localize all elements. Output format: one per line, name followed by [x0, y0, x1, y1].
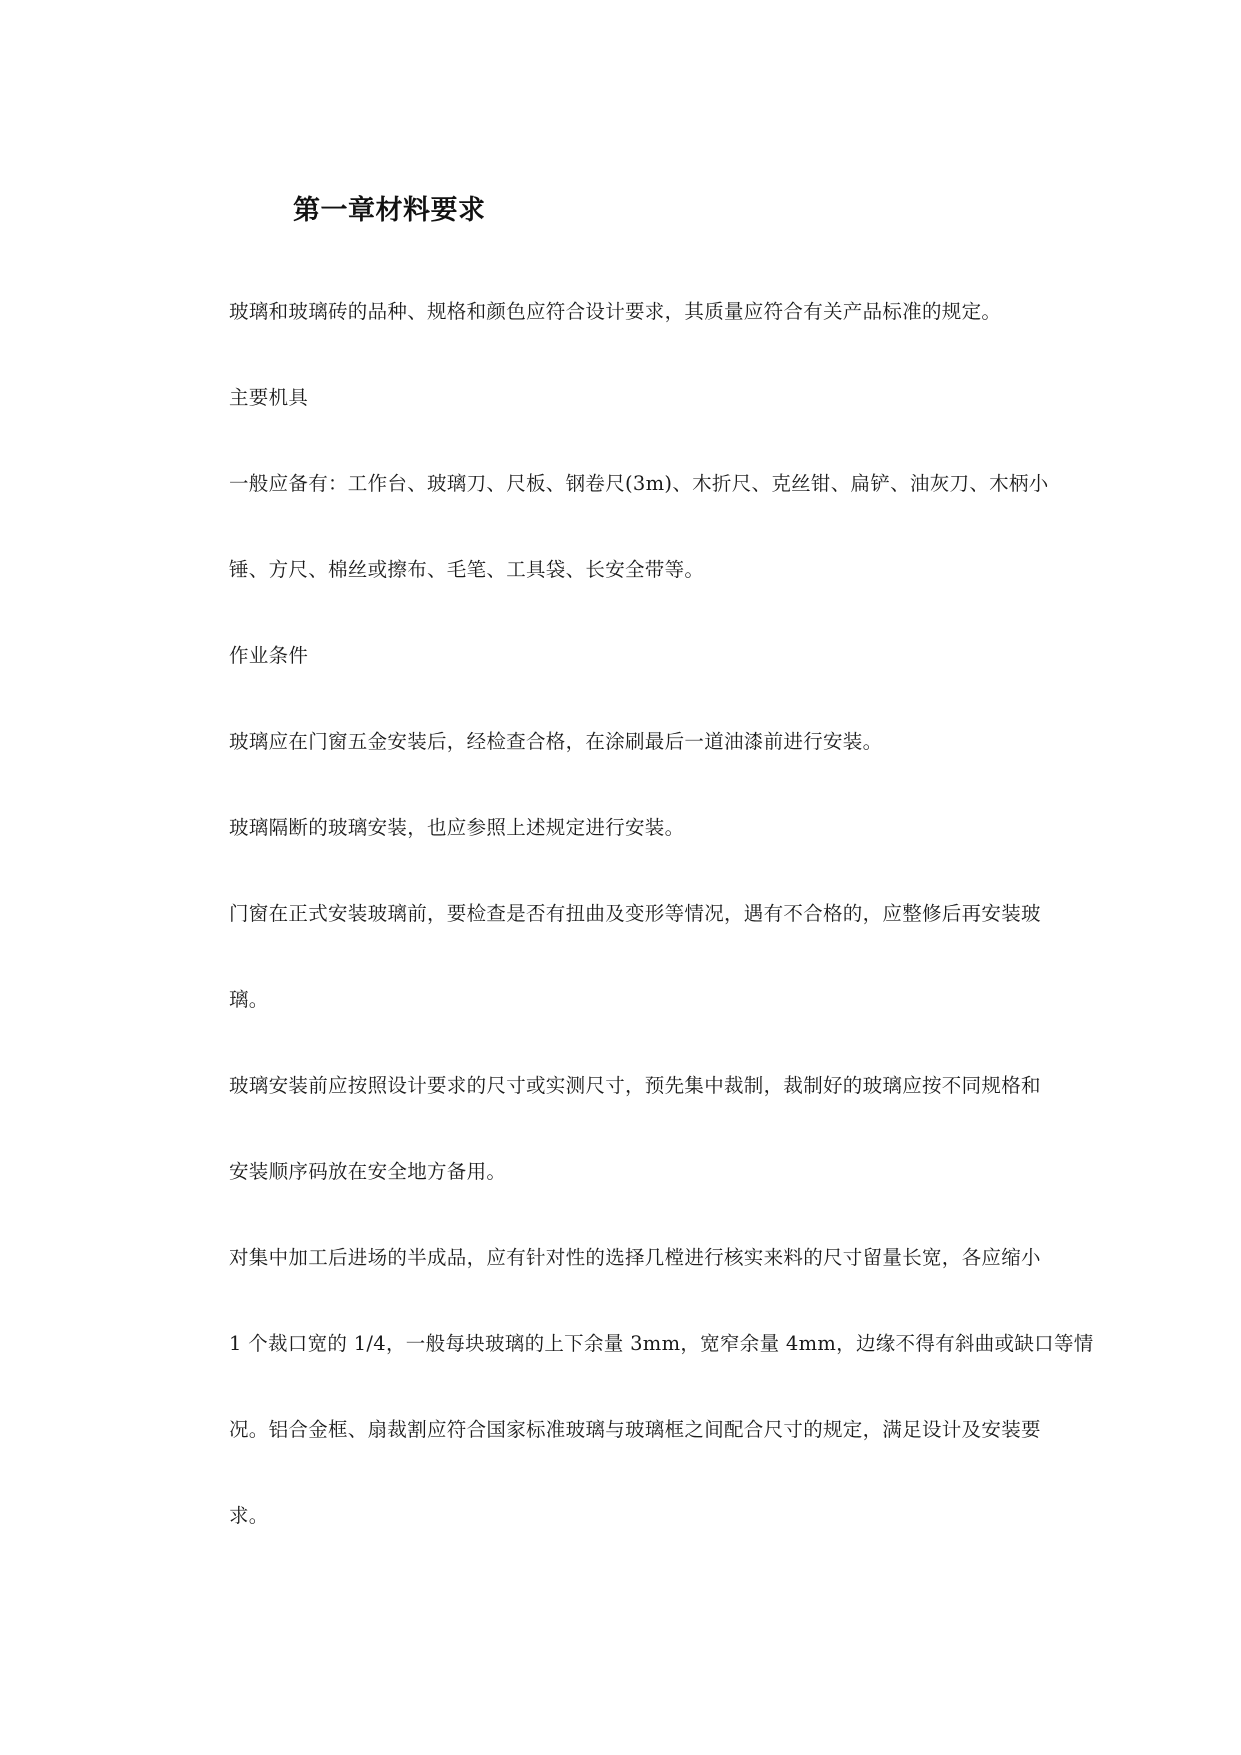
paragraph-line: 玻璃隔断的玻璃安装，也应参照上述规定进行安装。	[229, 816, 685, 839]
paragraph-line: 对集中加工后进场的半成品，应有针对性的选择几樘进行核实来料的尺寸留量长宽，各应缩小	[229, 1246, 1041, 1269]
paragraph-line: 玻璃安装前应按照设计要求的尺寸或实测尺寸，预先集中裁制，裁制好的玻璃应按不同规格和	[229, 1074, 1041, 1097]
paragraph-line: 1 个裁口宽的 1/4，一般每块玻璃的上下余量 3mm，宽窄余量 4mm，边缘不得有斜曲或缺口等情	[229, 1332, 1094, 1355]
paragraph-line: 门窗在正式安装玻璃前，要检查是否有扭曲及变形等情况，遇有不合格的，应整修后再安装玻	[229, 902, 1041, 925]
paragraph-line: 璃。	[229, 988, 269, 1011]
chapter-heading: 第一章材料要求	[293, 195, 486, 226]
paragraph-line: 玻璃应在门窗五金安装后，经检查合格，在涂刷最后一道油漆前进行安装。	[229, 730, 883, 753]
paragraph-line: 况。铝合金框、扇裁割应符合国家标准玻璃与玻璃框之间配合尺寸的规定，满足设计及安装要	[229, 1418, 1041, 1441]
paragraph-line: 安装顺序码放在安全地方备用。	[229, 1160, 507, 1183]
paragraph-line: 求。	[229, 1504, 269, 1527]
paragraph-line: 玻璃和玻璃砖的品种、规格和颜色应符合设计要求，其质量应符合有关产品标准的规定。	[229, 300, 1002, 323]
paragraph-line: 锤、方尺、棉丝或擦布、毛笔、工具袋、长安全带等。	[229, 558, 705, 581]
section-label: 作业条件	[229, 644, 309, 667]
paragraph-line: 一般应备有：工作台、玻璃刀、尺板、钢卷尺(3m)、木折尺、克丝钳、扁铲、油灰刀、木柄小	[229, 472, 1049, 495]
section-label: 主要机具	[229, 386, 309, 409]
